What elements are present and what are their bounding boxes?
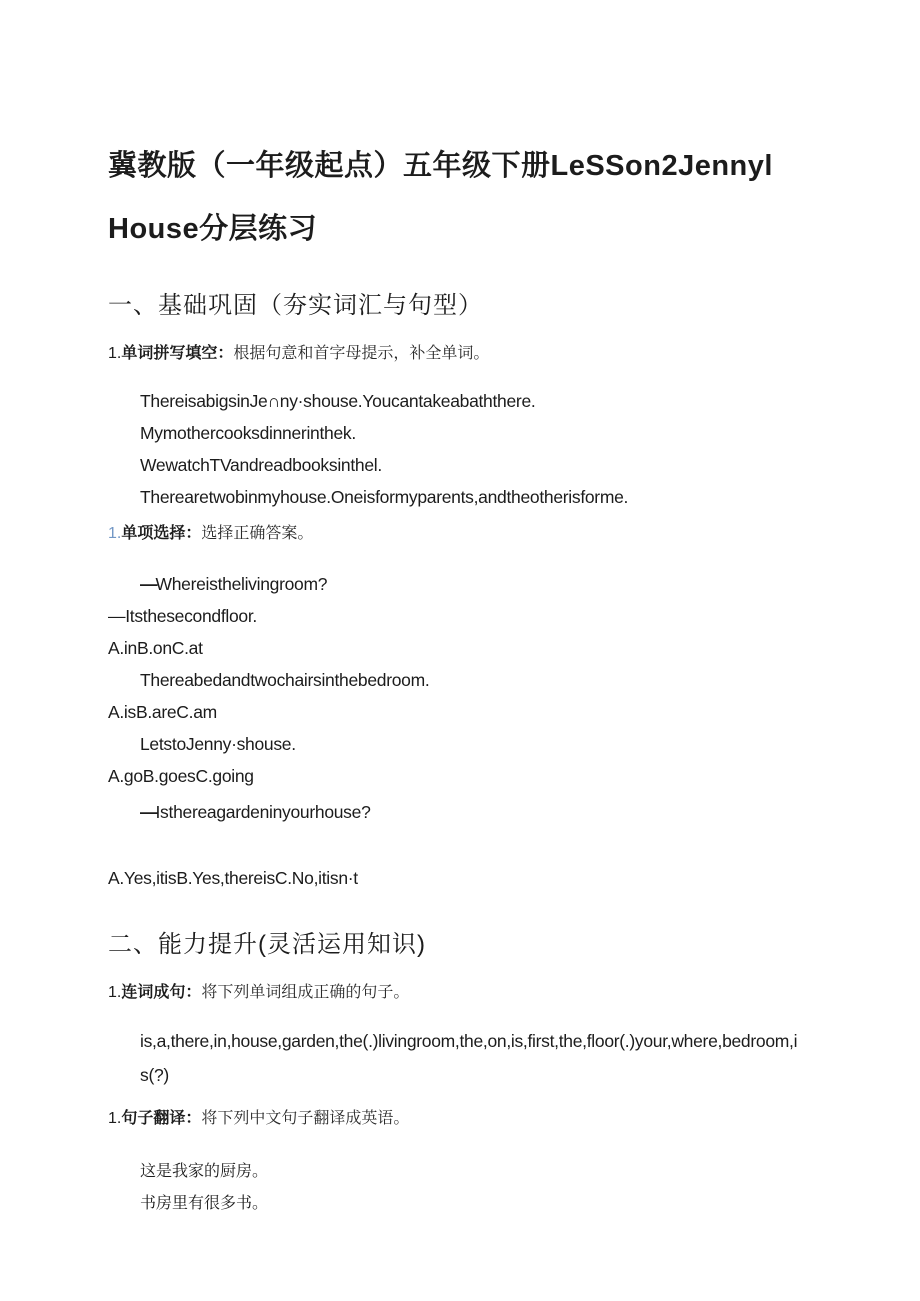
task-translate-head	[108, 1108, 850, 1130]
task-spelling-number: 1.	[108, 345, 122, 362]
task-rearrange-colon: ：	[185, 984, 202, 1001]
task-rearrange-number: 1.	[108, 984, 122, 1001]
mcq-question	[108, 568, 850, 600]
spelling-item: Mymothercooksdinnerinthek.	[140, 423, 356, 443]
word-list-line: s(?)	[140, 1065, 169, 1085]
mcq-options: A.Yes,itisB.Yes,thereisC.No,itisn·t	[108, 868, 358, 888]
section-2-heading: 二、能力提升(灵活运用知识)	[108, 931, 426, 958]
word-list-line: is,a,there,in,house,garden,the(.)livingroom,the,on,is,first,the,floor(.)your,where,bedroom,i	[140, 1031, 798, 1051]
task-spelling-head	[108, 343, 850, 365]
mcq-answer-line	[108, 600, 850, 632]
document-title-line-2: House分层练习	[108, 213, 318, 245]
mcq-question: LetstoJenny·shouse.	[140, 734, 296, 754]
em-dash: —	[140, 802, 156, 822]
em-dash: —	[140, 574, 156, 594]
task-mcq-colon: ：	[185, 525, 202, 542]
task-mcq-head	[108, 523, 850, 545]
translate-item: 这是我家的厨房。	[140, 1163, 269, 1180]
spelling-items	[108, 385, 850, 513]
mcq-lines	[108, 568, 850, 894]
task-spelling-label: 单词拼写填空	[121, 345, 218, 362]
task-translate-desc: 将下列中文句子翻译成英语。	[201, 1110, 410, 1127]
task-mcq-label: 单项选择	[121, 525, 186, 542]
mcq-question-text: Isthereagardeninyourhouse?	[155, 802, 371, 822]
mcq-options: A.goB.goesC.going	[108, 766, 254, 786]
task-mcq-desc: 选择正确答案。	[201, 525, 314, 542]
task-rearrange-label: 连词成句	[121, 984, 186, 1001]
document-title-line-1: 冀教版（一年级起点）五年级下册LeSSon2Jennyl	[108, 150, 773, 182]
task-translate-label: 句子翻译	[121, 1110, 186, 1127]
translate-items	[108, 1156, 850, 1220]
spelling-item: ThereisabigsinJe∩ny·shouse.Youcantakeabaththere.	[140, 391, 536, 411]
spelling-item: WewatchTVandreadbooksinthel.	[140, 455, 382, 475]
rearrange-words	[108, 1024, 850, 1092]
mcq-question-text: Whereisthelivingroom?	[155, 574, 328, 594]
spelling-item: Therearetwobinmyhouse.Oneisformyparents,andtheotherisforme.	[140, 487, 629, 507]
em-dash: —	[108, 606, 126, 626]
task-mcq-number: 1.	[108, 525, 122, 542]
mcq-question	[108, 796, 850, 828]
mcq-options: A.isB.areC.am	[108, 702, 217, 722]
task-spelling-colon: ：	[217, 345, 234, 362]
task-translate-number: 1.	[108, 1110, 122, 1127]
task-rearrange-desc: 将下列单词组成正确的句子。	[201, 984, 410, 1001]
section-1-heading: 一、基础巩固（夯实词汇与句型）	[108, 292, 483, 319]
task-rearrange-head	[108, 982, 850, 1004]
translate-item: 书房里有很多书。	[140, 1195, 269, 1212]
mcq-answer-text: Itsthesecondfloor.	[125, 606, 257, 626]
mcq-options: A.inB.onC.at	[108, 638, 203, 658]
task-spelling-desc: 根据句意和首字母提示，补全单词。	[233, 345, 490, 362]
task-translate-colon: ：	[185, 1110, 202, 1127]
mcq-question: Thereabedandtwochairsinthebedroom.	[140, 670, 430, 690]
